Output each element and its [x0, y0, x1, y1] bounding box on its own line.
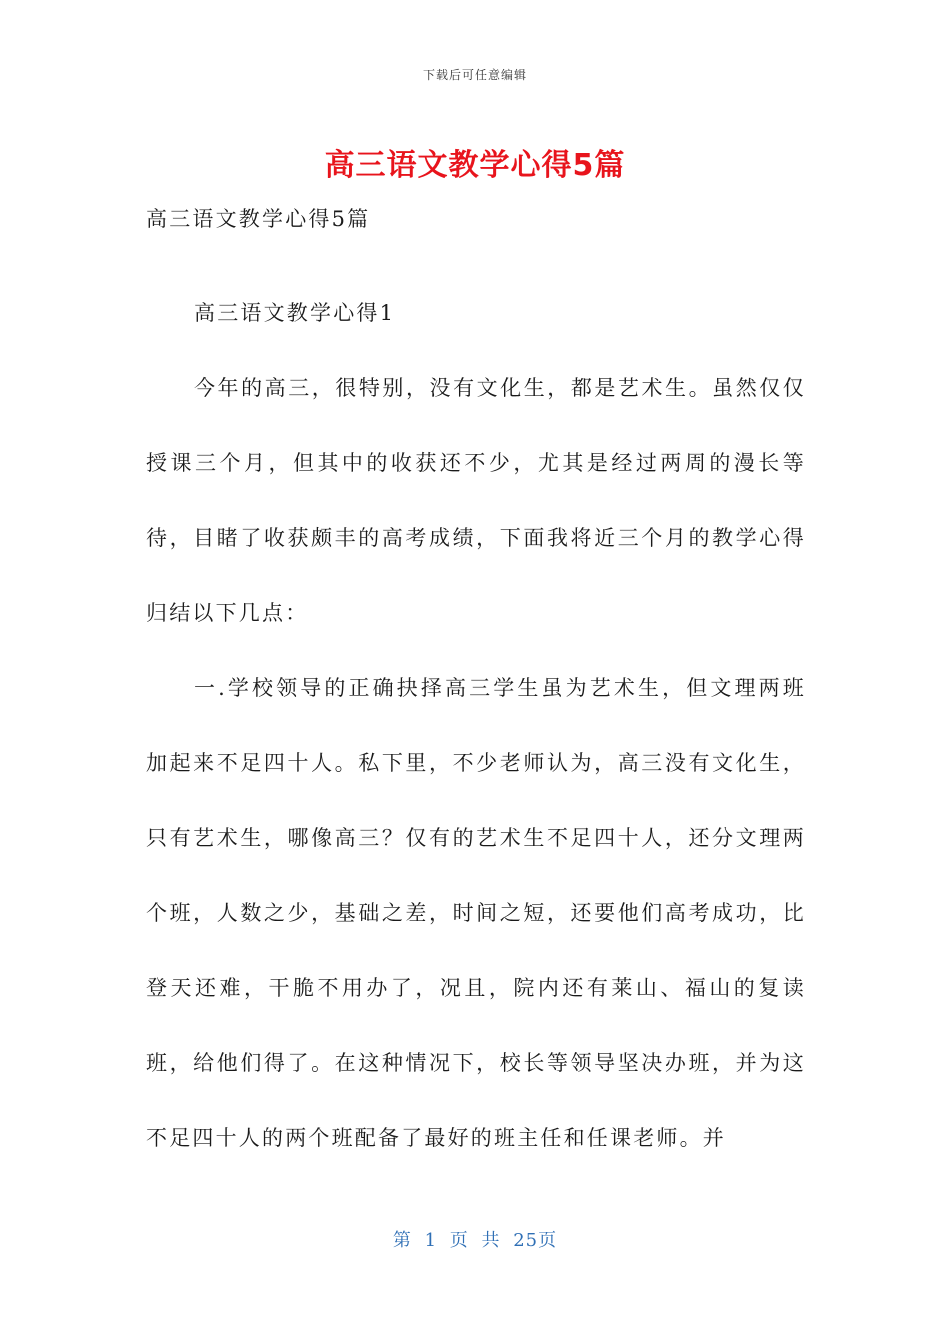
page-number: 第 1 页 共 25页: [392, 1230, 558, 1251]
document-title: 高三语文教学心得5篇: [324, 148, 626, 183]
header-note: 下载后可任意编辑: [422, 68, 527, 82]
paragraph-intro: 今年的高三，很特别，没有文化生，都是艺术生。虽然仅仅授课三个月，但其中的收获还不少，尤其是经过两周的漫长等待，目睹了收获颇丰的高考成绩，下面我将近三个月的教学心得归结以下几点：: [146, 376, 806, 625]
paragraph-section-heading: 高三语文教学心得1: [194, 301, 396, 325]
paragraph-point-one: 一.学校领导的正确抉择高三学生虽为艺术生，但文理两班加起来不足四十人。私下里，不少老师认为，高三没有文化生，只有艺术生，哪像高三？仅有的艺术生不足四十人，还分文理两个班，人数之少，基础之差，时间之短，还要他们高考成功，比登天还难，干脆不用办了，况且，院内还有莱山、福山的复读班，给他们得了。在这种情况下，校长等领导坚决办班，并为这不足四十人的两个班配备了最好的班主任和任课老师。并: [146, 676, 806, 1150]
paragraph-subtitle: 高三语文教学心得5篇: [146, 207, 371, 231]
document-body: [146, 200, 806, 1176]
